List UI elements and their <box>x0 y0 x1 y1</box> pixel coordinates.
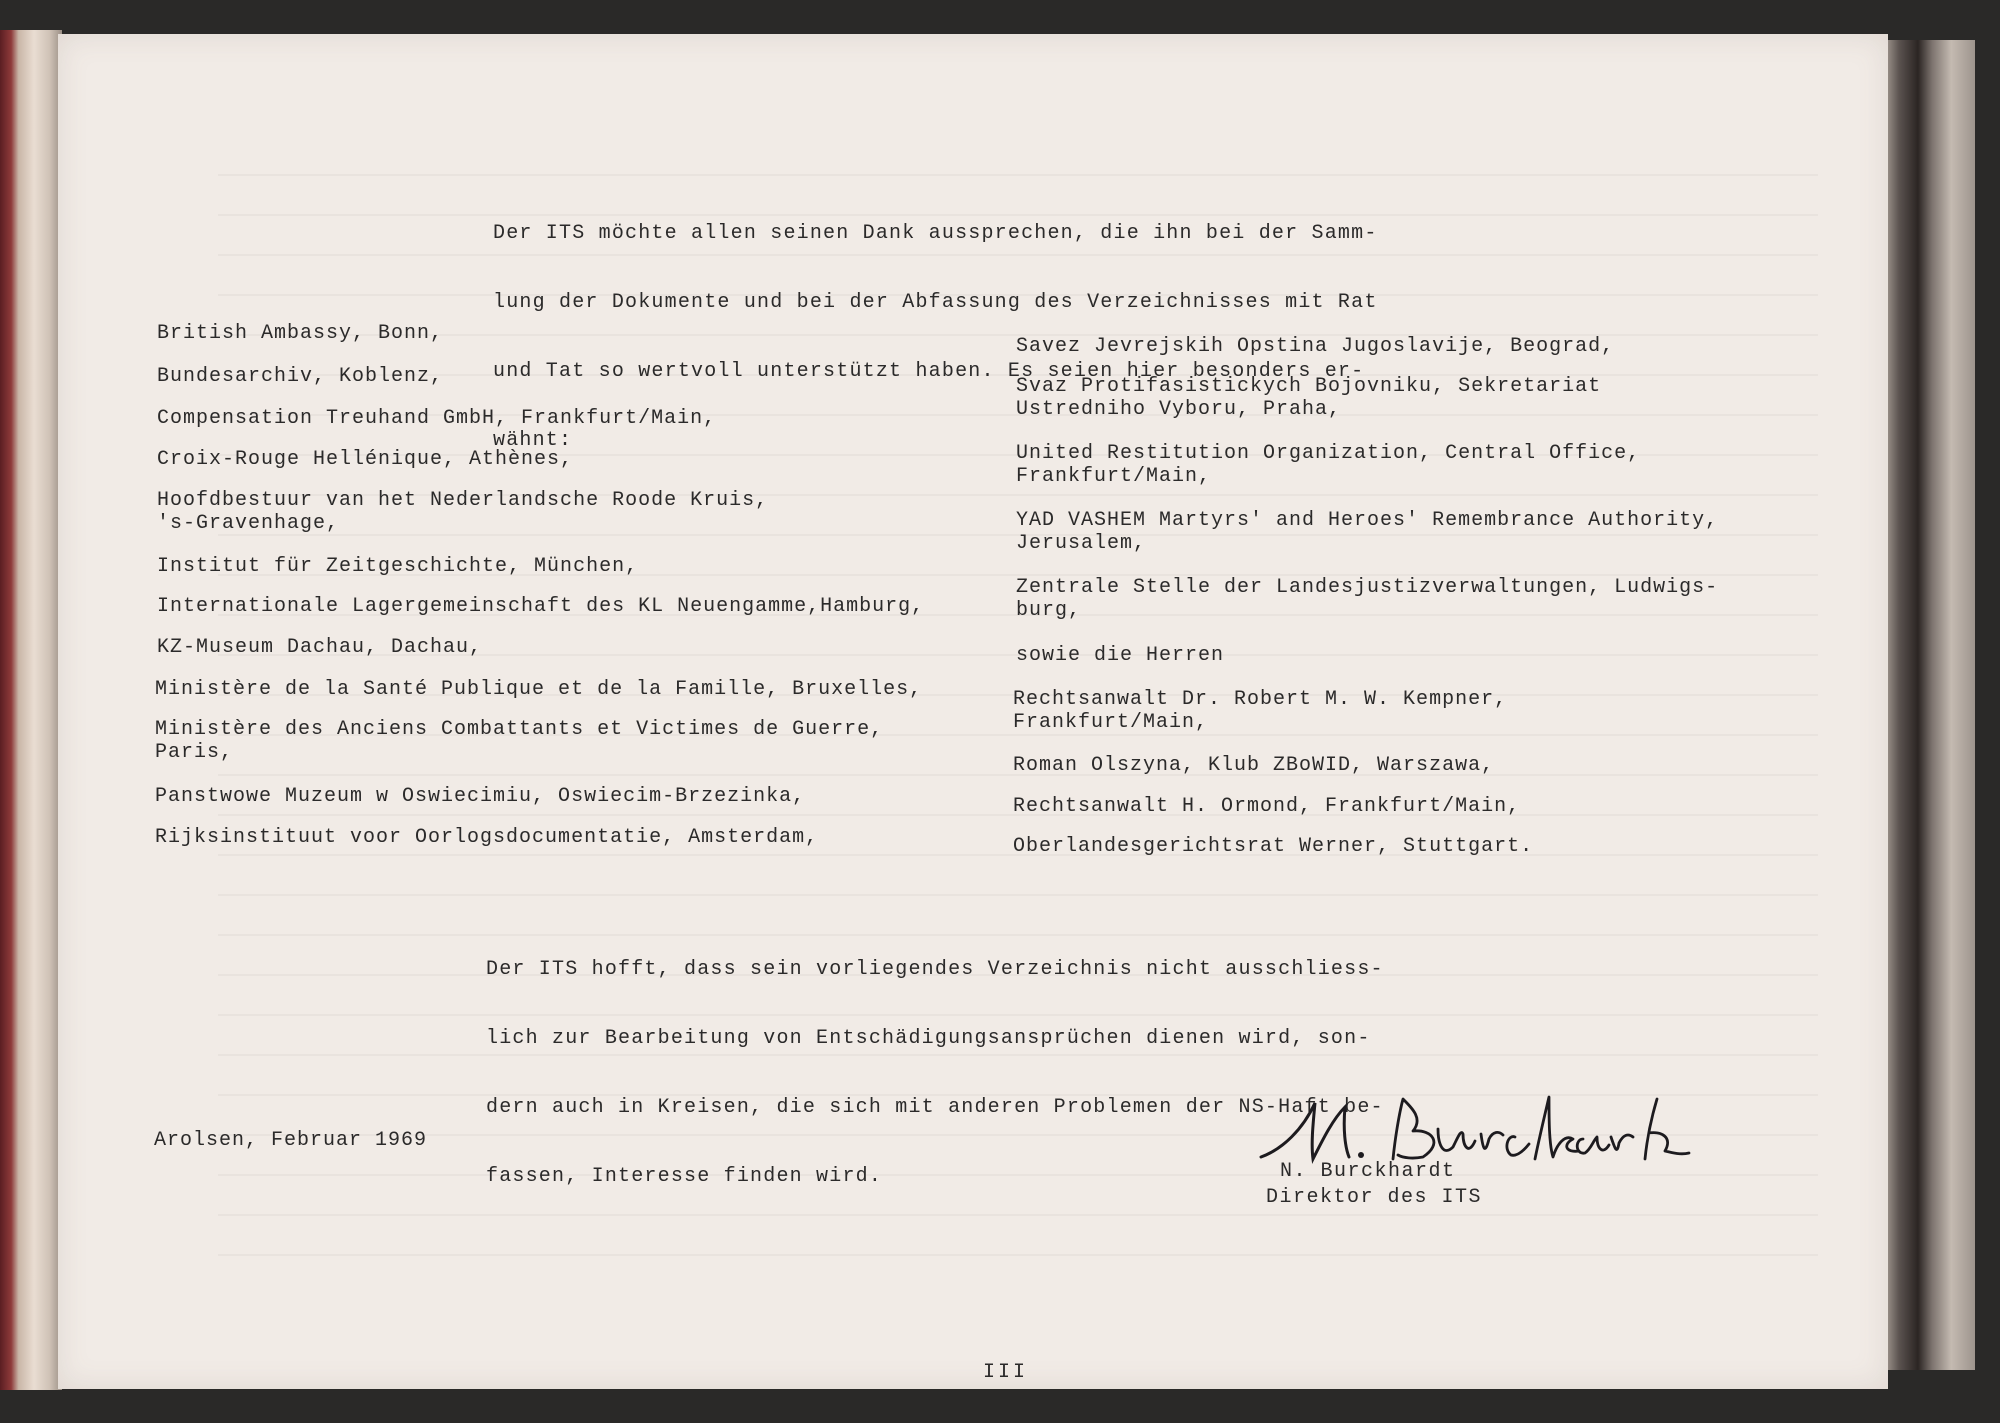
intro-line: lung der Dokumente und bei der Abfassung des Verzeichnisses mit Rat <box>493 291 1378 314</box>
right-entry: United Restitution Organization, Central Office, Frankfurt/Main, <box>1016 442 1641 488</box>
closing-line: lich zur Bearbeitung von Entschädigungsansprüchen dienen wird, son- <box>486 1027 1371 1050</box>
intro-line: und Tat so wertvoll unterstützt haben. Es seien hier besonders er- <box>493 360 1365 383</box>
left-entry: Institut für Zeitgeschichte, München, <box>157 555 639 578</box>
left-entry: Ministère des Anciens Combattants et Victimes de Guerre, Paris, <box>155 718 884 764</box>
page-number: III <box>983 1361 1029 1384</box>
closing-line: dern auch in Kreisen, die sich mit anderen Problemen der NS-Haft be- <box>486 1096 1384 1119</box>
left-entry: Panstwowe Muzeum w Oswiecimiu, Oswiecim-Brzezinka, <box>155 785 806 808</box>
left-entry: Internationale Lagergemeinschaft des KL Neuengamme,Hamburg, <box>157 595 925 618</box>
right-entry: YAD VASHEM Martyrs' and Heroes' Remembrance Authority, Jerusalem, <box>1016 509 1719 555</box>
left-entry: Compensation Treuhand GmbH, Frankfurt/Main, <box>157 407 717 430</box>
left-entry: Ministère de la Santé Publique et de la Famille, Bruxelles, <box>155 678 923 701</box>
signatory-name: N. Burckhardt <box>1280 1160 1456 1183</box>
left-entry: Bundesarchiv, Koblenz, <box>157 365 444 388</box>
right-entry: Rechtsanwalt H. Ormond, Frankfurt/Main, <box>1013 795 1521 818</box>
left-entry: KZ-Museum Dachau, Dachau, <box>157 636 483 659</box>
right-entry: Savez Jevrejskih Opstina Jugoslavije, Beograd, <box>1016 335 1615 358</box>
book-page-stack-right <box>1880 40 1975 1370</box>
signatory-title: Direktor des ITS <box>1266 1186 1483 1209</box>
closing-paragraph <box>486 912 1384 1234</box>
book-spine-left <box>0 30 62 1390</box>
left-entry: British Ambassy, Bonn, <box>157 322 444 345</box>
handwritten-signature <box>1253 1089 1693 1169</box>
right-entry: Svaz Protifasistickych Bojovniku, Sekretariat Ustredniho Vyboru, Praha, <box>1016 375 1602 421</box>
intro-line: wähnt: <box>493 429 573 452</box>
place-date: Arolsen, Februar 1969 <box>154 1129 428 1152</box>
intro-line: Der ITS möchte allen seinen Dank aussprechen, die ihn bei der Samm- <box>493 222 1378 245</box>
right-entry: Rechtsanwalt Dr. Robert M. W. Kempner, Frankfurt/Main, <box>1013 688 1508 734</box>
closing-line: Der ITS hofft, dass sein vorliegendes Verzeichnis nicht ausschliess- <box>486 958 1384 981</box>
document-page <box>58 34 1888 1389</box>
right-entry: Roman Olszyna, Klub ZBoWID, Warszawa, <box>1013 754 1495 777</box>
right-entry: sowie die Herren <box>1016 644 1225 667</box>
left-entry: Rijksinstituut voor Oorlogsdocumentatie, Amsterdam, <box>155 826 819 849</box>
left-entry: Croix-Rouge Hellénique, Athènes, <box>157 448 574 471</box>
right-entry: Oberlandesgerichtsrat Werner, Stuttgart. <box>1013 835 1534 858</box>
left-entry: Hoofdbestuur van het Nederlandsche Roode Kruis, 's-Gravenhage, <box>157 489 769 535</box>
closing-line: fassen, Interesse finden wird. <box>486 1165 883 1188</box>
right-entry: Zentrale Stelle der Landesjustizverwaltungen, Ludwigs- burg, <box>1016 576 1719 622</box>
